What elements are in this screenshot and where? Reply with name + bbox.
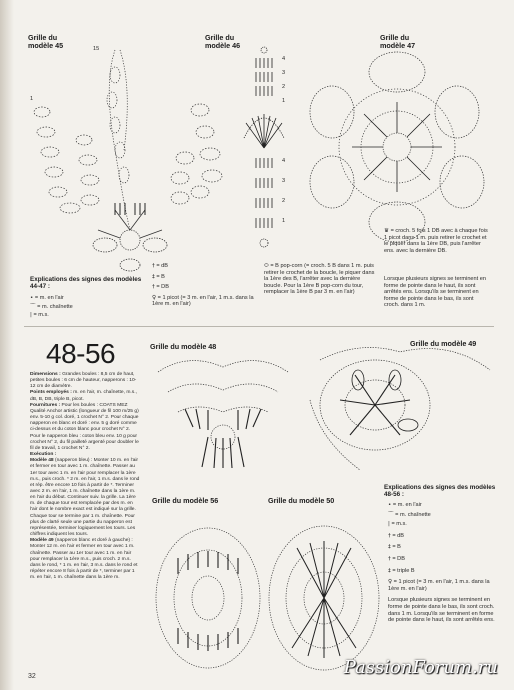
- fournitures-text: Pour les boules : COATS MEZ Qualité Anchor artistic (longueur de fil 100 m/25 g) env. 5-10 g col. doré, 1 crochet N° 2. Pour chaque napperon en blanc et doré : env. 5 g doré comme ci-dessus et du coton blanc pour crochet N° 2. Pour le napperon bleu : coton bleu env. 10 g pour crochet N° 2, du fil pailleté argenté pour doubler le fil de travail, 1 crochet N° 2.: [30, 402, 139, 451]
- legend-text: = DB: [392, 555, 405, 562]
- legend-symbol: ♀: [388, 579, 393, 586]
- legend-text: = m. en l'air: [34, 295, 64, 301]
- grille49-outer: [310, 348, 490, 471]
- page-fold-shadow: [0, 0, 14, 690]
- legend-48-56-item: [388, 512, 496, 519]
- legend-symbol: †: [152, 284, 155, 291]
- m48-paragraph: [30, 458, 140, 538]
- legend-48-56-item: [388, 502, 496, 509]
- grille45-chart: [20, 40, 250, 280]
- legend-text: = m.s.: [391, 521, 407, 528]
- grille49-chart: [300, 340, 500, 490]
- grille46-row-2a: 2: [282, 84, 286, 90]
- grille45-flower: [93, 210, 167, 271]
- ending-note: Lorsque plusieurs signes se terminent en forme de pointe dans le haut, ils sont arrêtés ens. Lorsqu'ils se terminent en forme de pointe dans le bas, ils sont croch. dans 1 m.: [384, 276, 486, 309]
- grille46-row-4b: 4: [282, 158, 286, 164]
- grille48-title: Grille du modèle 48: [150, 342, 217, 351]
- legend-symbol: †: [388, 555, 391, 562]
- legend-symbol: ⌒: [388, 511, 394, 518]
- legend-symbol: ‡: [152, 273, 155, 280]
- legend-48-56-title: Explications des signes des modèles 48-56 :: [384, 484, 496, 499]
- grille45-leaf-left: [34, 107, 99, 213]
- legend-44-47-title: Explications des signes des modèles 44-47 :: [30, 276, 142, 291]
- fournitures-paragraph: [30, 403, 140, 452]
- grille49-title: Grille du modèle 49: [410, 339, 477, 348]
- legend-text: = m. chaînette: [37, 303, 73, 310]
- points-paragraph: [30, 390, 140, 402]
- fournitures-label: Fournitures :: [30, 402, 61, 408]
- legend-44-47: [30, 295, 150, 319]
- grille45-stem: [107, 50, 130, 230]
- legend-mid-item: [152, 284, 264, 291]
- grille46-title: [205, 34, 240, 50]
- legend-text: = dB: [392, 532, 405, 539]
- legend-48-56-item: [388, 521, 496, 528]
- grille46-lower-block: [256, 158, 272, 247]
- points-label: Points employés :: [30, 390, 72, 396]
- legend-text: = B: [392, 544, 401, 551]
- execution-label: Exécution :: [30, 452, 57, 458]
- grille47-spokes: [352, 102, 442, 192]
- legend-48-56-note: Lorsque plusieurs signes se terminent en forme de pointe dans le bas, ils sont croch. dans 1 m. Lorsqu'ils se terminent en forme de pointe dans le haut, ils sont arrêtés ens.: [388, 597, 495, 624]
- legend-text: = DB: [156, 284, 169, 291]
- dimensions-paragraph: [30, 372, 140, 390]
- grille48-chart: [148, 352, 298, 482]
- db-note: [384, 228, 490, 254]
- dimensions-label: Dimensions :: [30, 372, 61, 377]
- legend-48-56-item: [388, 556, 496, 563]
- legend-symbol: †: [152, 263, 155, 269]
- m48-label: Modèle 48: [30, 458, 54, 464]
- legend-48-56: [388, 502, 496, 624]
- legend-mid-item: [152, 295, 264, 308]
- grille47-title-line1: Grille du: [380, 33, 410, 42]
- legend-symbol: |: [388, 521, 390, 528]
- grille46-row-1a: 1: [282, 98, 286, 104]
- grille45-label-15: 15: [93, 46, 100, 52]
- grille46-title-line1: Grille du: [205, 33, 235, 42]
- legend-text: = m.s.: [33, 312, 49, 319]
- legend-mid-item: [152, 274, 264, 281]
- grille45-stitches: [115, 203, 145, 215]
- grille56-chart: [148, 508, 270, 684]
- legend-text: = m. chaînette: [395, 511, 431, 518]
- grille46-row-3a: 3: [282, 70, 286, 76]
- m49-paragraph: [30, 538, 140, 581]
- grille45-label-1: 1: [30, 96, 34, 102]
- grille45-title-line2: modèle 45: [28, 41, 64, 50]
- legend-text: = m. en l'air: [392, 502, 422, 508]
- legend-text: = dB: [156, 263, 169, 269]
- legend-48-56-item: [388, 568, 496, 575]
- m48-text: (napperon bleu) : Monter 10 m. en l'air et fermer en tour avec 1 m. chaînette. Passer au 1er tour avec 1 m. en l'air pour remplacer la 1ère m.s., puis croch. * 2 m. en l'air, 1 m.s. dans le rond et rép. être encore 10 fois à partir de *. Terminer avec 2 m. en l'air, 1 m. chaînette dans la 1ère m. en l'air du début. Continuer suiv. la grille. La 1ère m. de chaque tour est remplacée par des m. en l'air dont le nombre exact est indiqué sur la grille. Chaque tour se termine par 1 m. chaînette. Pour plus de clarté seule une partie du napperon est représentée, terminer logiquement les tours. Les chiffres indiquent les tours.: [30, 458, 140, 538]
- grille56-title: Grille du modèle 56: [152, 496, 219, 505]
- legend-symbol: ‡: [388, 544, 391, 551]
- m49-text: (napperon blanc et doré à gauche) : Monter 12 m. en l'air et fermer en tour avec 1 m. chaînette. Passer au 1er tour avec 1 m. en l'air pour remplacer la 1ère m.s., puis croch. 2 m.s. dans le rond, * 1 m. en l'air, 3 m.s. dans le rond et répéter encore 8 fois à partir de *, terminer par 1 m. en l'air, 1 m. chaînette dans la 1ère m.: [30, 538, 138, 581]
- grille50-fans: [292, 541, 356, 658]
- grille46-fan: [244, 114, 284, 148]
- legend-48-56-item: [388, 579, 496, 592]
- legend-48-56-item: [388, 533, 496, 540]
- grille47-outer-petals: [310, 52, 484, 242]
- watermark: PassionForum.ru: [343, 657, 498, 678]
- legend-text: = B: [156, 273, 165, 280]
- grille46-upper-block: [256, 47, 272, 96]
- grille50-title: Grille du modèle 50: [268, 496, 335, 505]
- section-number: 48-56: [46, 338, 116, 369]
- grille46-title-line2: modèle 46: [205, 41, 241, 50]
- legend-text: = 1 picot (= 3 m. en l'air, 1 m.s. dans la 1ère m. en l'air): [388, 579, 490, 592]
- grille46-row-1b: 1: [282, 218, 286, 224]
- legend-48-56-item: [388, 544, 496, 551]
- legend-symbol: •: [388, 502, 392, 508]
- legend-symbol: †: [388, 532, 391, 539]
- grille46-row-3b: 3: [282, 178, 286, 184]
- m49-label: Modèle 49: [30, 538, 54, 544]
- popcorn-note: [264, 263, 376, 296]
- legend-symbol: |: [30, 312, 32, 319]
- dimensions-text: Grandes boules : 8,5 cm de haut, petites boules : 6 cm de hauteur, napperons : 10-12 cm de diamètre.: [30, 372, 137, 390]
- grille47-title-line2: modèle 47: [380, 41, 416, 50]
- popcorn-note-text: = B pop-corn (= croch. 5 B dans 1 m. puis retirer le crochet de la boucle, le piquer dans la 1ère des B, l'arrêter avec la dernière boucle. Pour la 1ère B pop-corn du tour, remplacer la 1ère B par 3 m. en l'air): [264, 263, 375, 296]
- legend-44-47-item: [30, 304, 150, 311]
- legend-mid: [152, 263, 264, 308]
- grille46-row-4a: 4: [282, 56, 286, 62]
- grille48-arcs: [158, 361, 288, 412]
- legend-symbol: ♀: [152, 294, 157, 301]
- legend-text: = 1 picot (= 3 m. en l'air, 1 m.s. dans la 1ère m. en l'air): [152, 294, 254, 308]
- legend-44-47-item: [30, 312, 150, 319]
- grille45-leaf-right: [171, 104, 222, 204]
- grille45-title-line1: Grille du: [28, 33, 58, 42]
- legend-symbol: ‡: [388, 567, 391, 574]
- legend-symbol: •: [30, 295, 34, 301]
- page-number: 32: [28, 673, 36, 680]
- grille48-petals: [185, 409, 261, 468]
- legend-text: = triple B: [392, 567, 415, 574]
- db-note-text: = croch. 5 fois 1 DB avec à chaque fois 1 picot dans 1 m. puis retirer le crochet et le piquer dans la 1ère DB, puis l'arrêter ens. avec la dernière DB.: [384, 228, 488, 254]
- section-divider: [24, 326, 494, 327]
- legend-mid-item: [152, 263, 264, 270]
- instructions-text: [30, 372, 140, 581]
- grille46-row-2b: 2: [282, 198, 286, 204]
- db-cluster-icon: ♛: [384, 228, 390, 234]
- grille49-petals: [340, 370, 418, 435]
- legend-44-47-item: [30, 295, 150, 302]
- points-text: m. en l'air, m. chaînette, m.s., dB, B, DB, triple B, picot.: [30, 390, 137, 402]
- grille46-chart: [238, 38, 298, 268]
- legend-symbol: ⌒: [30, 303, 36, 310]
- popcorn-icon: ⬭: [264, 263, 269, 269]
